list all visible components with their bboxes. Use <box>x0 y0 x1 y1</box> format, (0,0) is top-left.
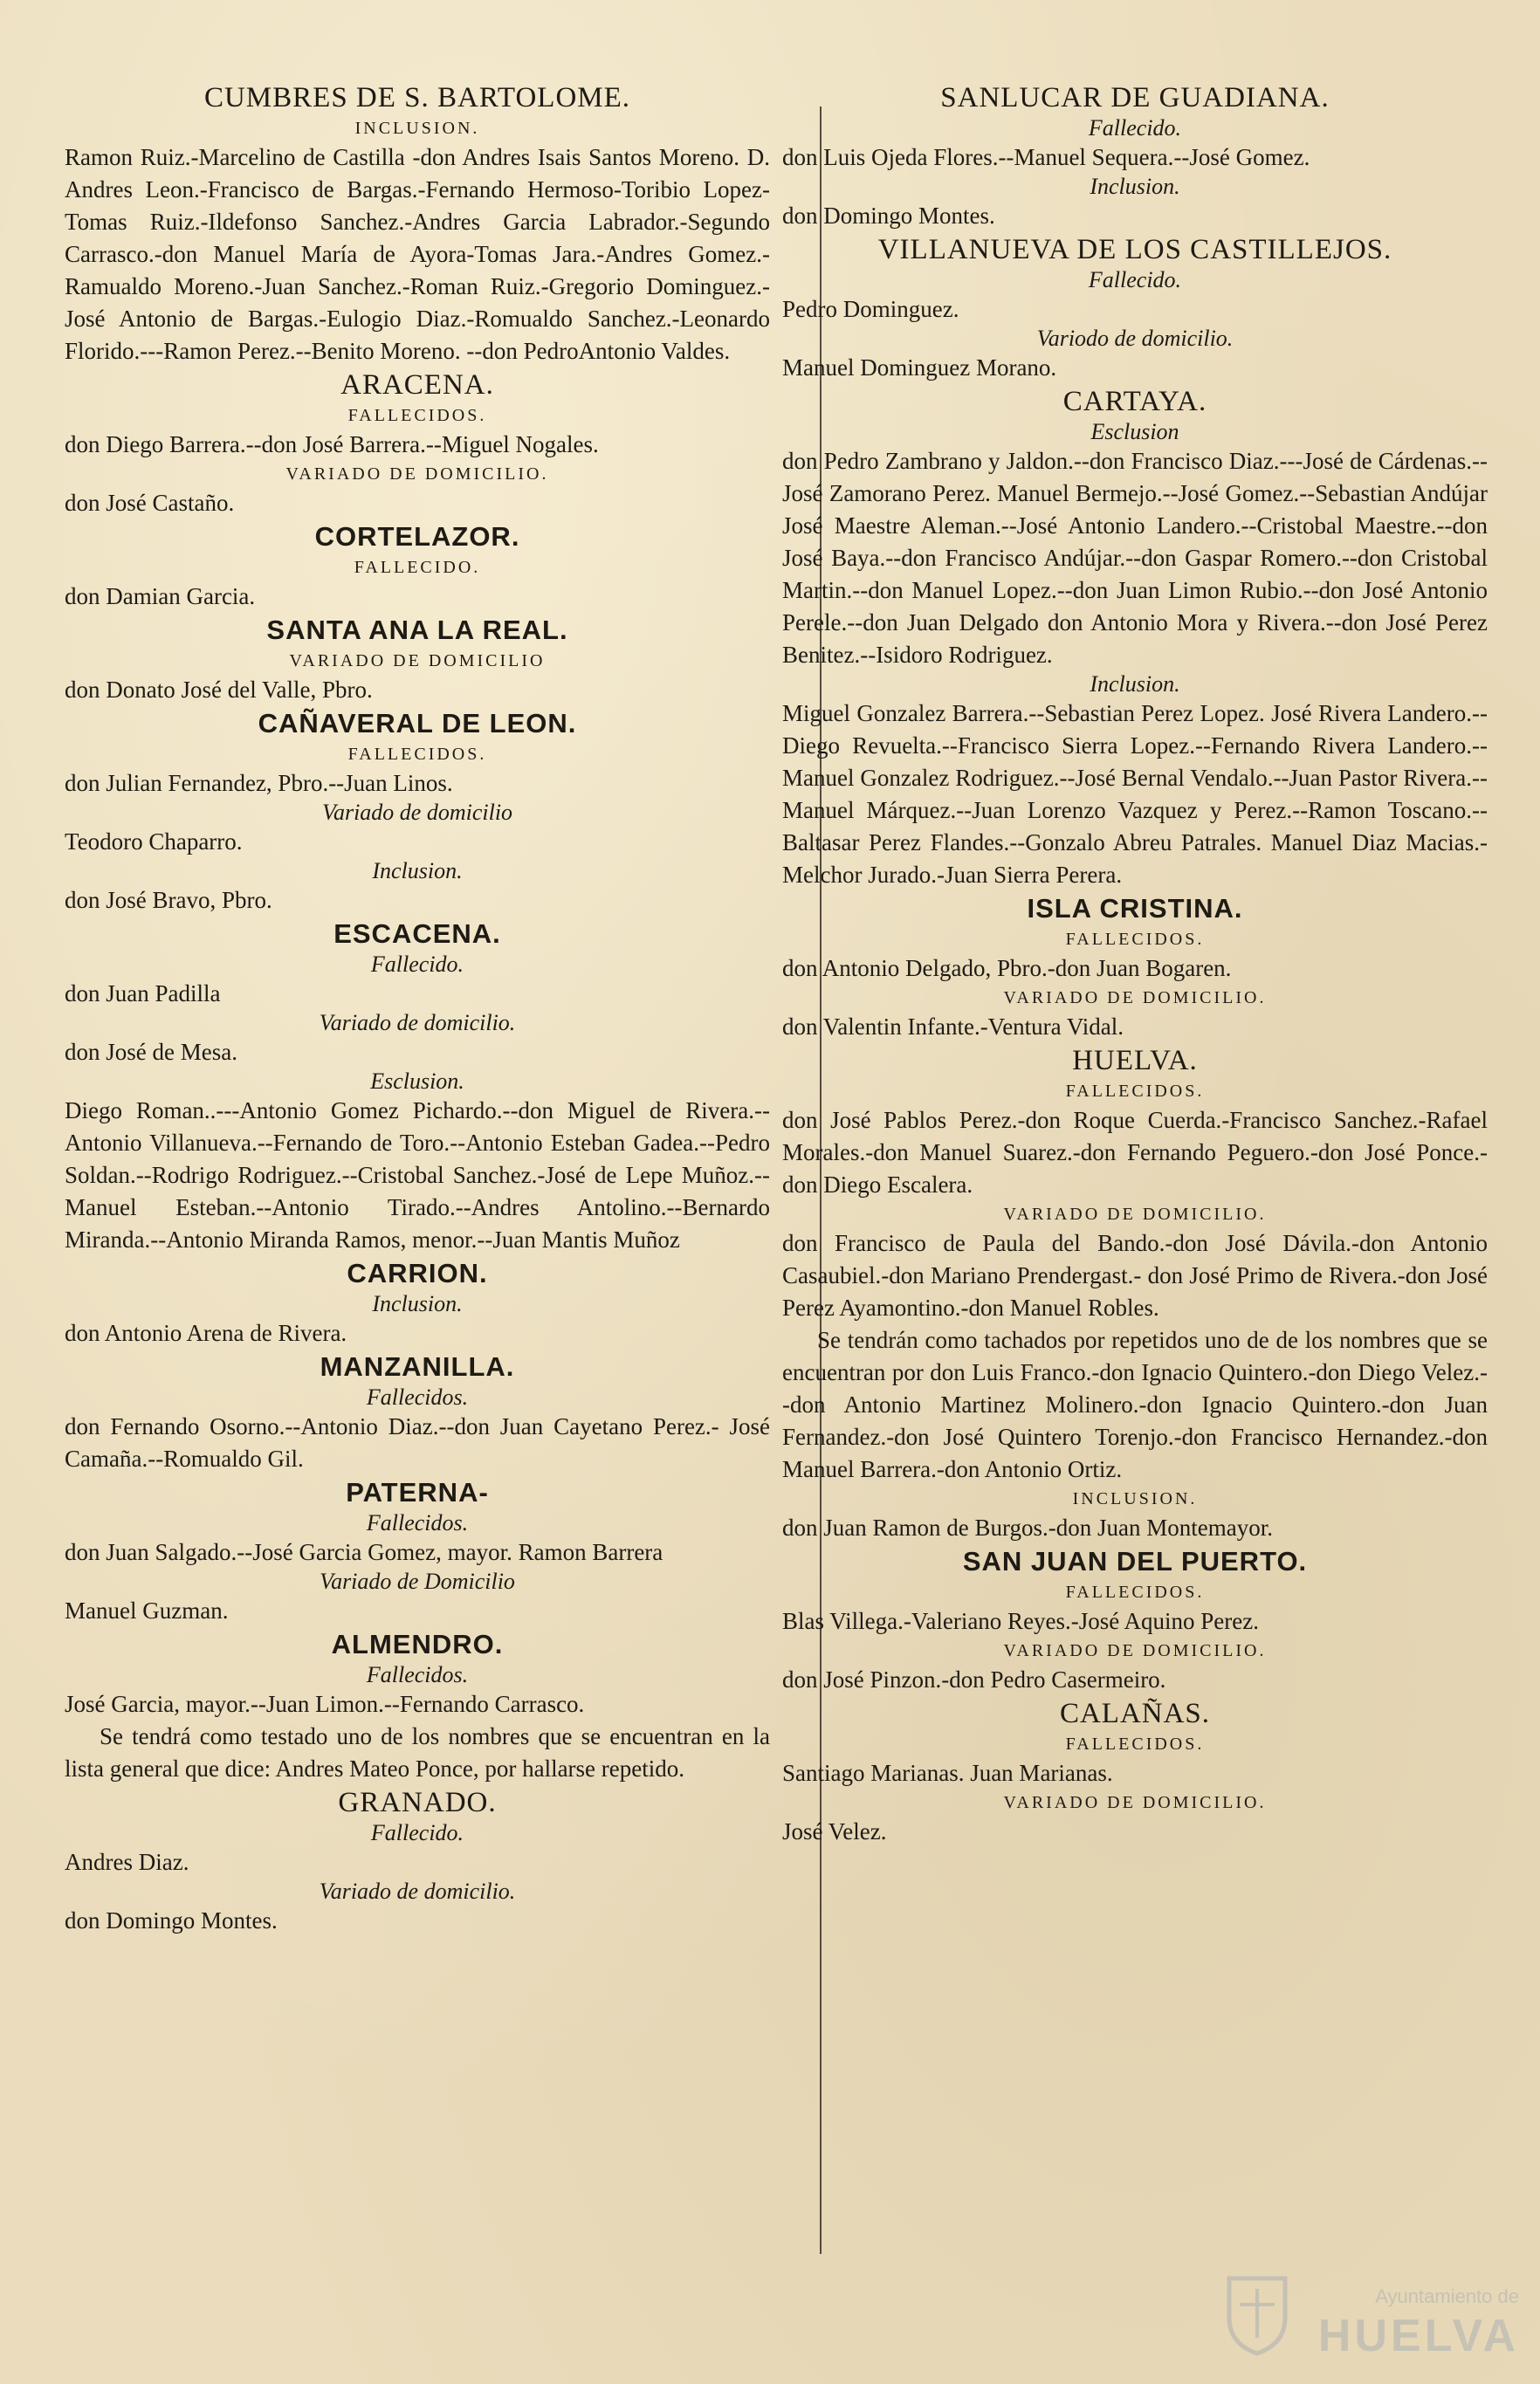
names-list: don Diego Barrera.--don José Barrera.--Miguel Nogales. <box>65 431 599 457</box>
section-heading: CARTAYA. <box>1062 386 1207 417</box>
subsection-label: FALLECIDOS. <box>1065 1583 1205 1602</box>
names-list: don Francisco de Paula del Bando.-don José Dávila.-don Antonio Casaubiel.-don Mariano Prendergast.- don José Primo de Rivera.-don José Perez Ayamontino.-don Manuel Robles. <box>782 1230 1488 1321</box>
subsection-label: Fallecido. <box>370 952 464 977</box>
names-list: don Juan Ramon de Burgos.-don Juan Montemayor. <box>782 1515 1273 1541</box>
names-list: don Julian Fernandez, Pbro.--Juan Linos. <box>65 770 453 796</box>
section-heading: CUMBRES DE S. BARTOLOME. <box>203 82 631 113</box>
names-list: don Domingo Montes. <box>65 1907 278 1934</box>
section-heading: ALMENDRO. <box>331 1629 504 1659</box>
subsection-label: VARIADO DE DOMICILIO <box>289 651 546 670</box>
left-column <box>59 80 775 2350</box>
names-list: don Valentin Infante.-Ventura Vidal. <box>782 1013 1124 1040</box>
subsection-label: Esclusion <box>1090 419 1179 444</box>
names-list: don José Pinzon.-don Pedro Casermeiro. <box>782 1666 1166 1693</box>
names-list: don José Bravo, Pbro. <box>65 887 272 913</box>
names-list: Ramon Ruiz.-Marcelino de Castilla -don Andres Isais Santos Moreno. D. Andres Leon.-Francisco de Bargas.-Fernando Hermoso-Toribio Lopez-Tomas Ruiz.-Ildefonso Sanchez.-Andres Garcia Labrador.-Segundo Carrasco.-don Manuel María de Ayora-Tomas Jara.-Andres Gomez.-Ramualdo Moreno.-Juan Sanchez.-Roman Ruiz.-Gregorio Dominguez.-José Antonio de Bargas.-Eulogio Diaz.-Romualdo Sanchez.-Leonardo Florido.---Ramon Perez.--Benito Moreno. --don PedroAntonio Valdes. <box>65 144 770 364</box>
names-list: Miguel Gonzalez Barrera.--Sebastian Perez Lopez. José Rivera Landero.--Diego Revuelta.--Francisco Sierra Lopez.--Fernando Rivera Landero.--Manuel Gonzalez Rodriguez.--José Bernal Vendalo.--Juan Pastor Rivera.--Manuel Márquez.--Juan Lorenzo Vazquez y Perez.--Ramon Toscano.--Baltasar Perez Flandes.--Gonzalo Abreu Patrales. Manuel Diaz Macias.-Melchor Jurado.-Juan Sierra Perera. <box>782 700 1488 888</box>
coat-of-arms-icon <box>1222 2270 1292 2357</box>
section-heading: SAN JUAN DEL PUERTO. <box>962 1546 1308 1577</box>
names-list: Manuel Guzman. <box>65 1597 229 1624</box>
names-list: don Domingo Montes. <box>782 203 995 229</box>
names-list: don Antonio Arena de Rivera. <box>65 1320 347 1346</box>
subsection-label: VARIADO DE DOMICILIO. <box>1003 1793 1267 1812</box>
names-list: don Damian Garcia. <box>65 583 256 609</box>
section-heading: GRANADO. <box>338 1787 497 1818</box>
names-list: Santiago Marianas. Juan Marianas. <box>782 1760 1113 1786</box>
subsection-label: INCLUSION. <box>1072 1489 1198 1508</box>
names-list: José Velez. <box>782 1818 887 1845</box>
section-heading: PATERNA- <box>346 1477 489 1508</box>
right-column <box>777 80 1493 2350</box>
subsection-label: VARIADO DE DOMICILIO. <box>1003 1641 1267 1660</box>
section-heading: CARRION. <box>347 1258 488 1288</box>
names-list: don Fernando Osorno.--Antonio Diaz.--don Juan Cayetano Perez.- José Camaña.--Romualdo Gil. <box>65 1413 770 1472</box>
subsection-label: Fallecido. <box>370 1820 464 1845</box>
names-list: don Pedro Zambrano y Jaldon.--don Francisco Diaz.---José de Cárdenas.--José Zamorano Perez. Manuel Bermejo.--José Gomez.--Sebastian Andújar José Maestre Aleman.--José Antonio Landero.--Cristobal Maestre.--don José Baya.--don Francisco Andújar.--don Gaspar Romero.--don Cristobal Martin.--don Manuel Lopez.--don Juan Limon Rubio.--don José Antonio Perele.--don Juan Delgado don Antonio Mora y Rivera.--don José Perez Benitez.--Isidoro Rodriguez. <box>782 448 1488 668</box>
names-list: don Donato José del Valle, Pbro. <box>65 677 373 703</box>
subsection-label: FALLECIDOS. <box>1065 1735 1205 1754</box>
subsection-label: Fallecido. <box>1088 267 1182 292</box>
subsection-label: FALLECIDOS. <box>347 745 487 764</box>
names-list: Blas Villega.-Valeriano Reyes.-José Aquino Perez. <box>782 1608 1259 1634</box>
subsection-label: Fallecidos. <box>366 1662 469 1687</box>
subsection-label: VARIADO DE DOMICILIO. <box>285 464 549 484</box>
subsection-label: Inclusion. <box>372 1291 463 1316</box>
subsection-label: Variado de domicilio <box>321 800 513 825</box>
subsection-label: Fallecidos. <box>366 1384 469 1410</box>
section-heading: SANLUCAR DE GUADIANA. <box>940 82 1330 113</box>
subsection-label: Variado de domicilio. <box>319 1010 516 1035</box>
section-heading: ESCACENA. <box>333 918 501 949</box>
subsection-label: Variodo de domicilio. <box>1036 326 1234 351</box>
names-list: Teodoro Chaparro. <box>65 828 243 855</box>
subsection-label: FALLECIDOS. <box>1065 1082 1205 1101</box>
note-paragraph: Se tendrá como testado uno de los nombres que se encuentran en la lista general que dice: Andres Mateo Ponce, por hallarse repetido. <box>65 1723 770 1782</box>
names-list: Manuel Dominguez Morano. <box>782 354 1057 381</box>
names-list: don Antonio Delgado, Pbro.-don Juan Bogaren. <box>782 955 1232 981</box>
subsection-label: Inclusion. <box>372 858 463 883</box>
names-list: don José de Mesa. <box>65 1039 237 1065</box>
subsection-label: Variado de Domicilio <box>320 1569 515 1594</box>
names-list: Andres Diaz. <box>65 1849 189 1875</box>
names-list: don José Castaño. <box>65 490 235 516</box>
names-list: don Juan Padilla <box>65 980 221 1007</box>
names-list: don Luis Ojeda Flores.--Manuel Sequera.--José Gomez. <box>782 144 1310 170</box>
names-list: Pedro Dominguez. <box>782 296 959 322</box>
subsection-label: Inclusion. <box>1090 671 1180 697</box>
names-list: don Juan Salgado.--José Garcia Gomez, mayor. Ramon Barrera <box>65 1539 663 1565</box>
section-heading: HUELVA. <box>1072 1045 1198 1076</box>
names-list: José Garcia, mayor.--Juan Limon.--Fernando Carrasco. <box>65 1691 585 1717</box>
subsection-label: Esclusion. <box>370 1068 464 1094</box>
names-list: Diego Roman..---Antonio Gomez Pichardo.--don Miguel de Rivera.--Antonio Villanueva.--Fernando de Toro.--Antonio Esteban Gadea.--Pedro Soldan.--Rodrigo Rodriguez.--Cristobal Sanchez.-José de Lepe Muñoz.--Manuel Esteban.--Antonio Tirado.--Andres Antolino.--Bernardo Miranda.--Antonio Miranda Ramos, menor.--Juan Mantis Muñoz <box>65 1097 770 1253</box>
section-heading: MANZANILLA. <box>320 1351 515 1382</box>
subsection-label: FALLECIDOS. <box>347 406 487 425</box>
subsection-label: Fallecido. <box>1088 115 1182 141</box>
subsection-label: FALLECIDO. <box>354 558 481 577</box>
names-list: don José Pablos Perez.-don Roque Cuerda.-Francisco Sanchez.-Rafael Morales.-don Manuel Suarez.-don Fernando Peguero.-don José Ponce.-don Diego Escalera. <box>782 1107 1488 1198</box>
section-heading: SANTA ANA LA REAL. <box>266 615 568 645</box>
archive-watermark <box>1222 2270 1519 2366</box>
subsection-label: INCLUSION. <box>354 119 480 138</box>
subsection-label: VARIADO DE DOMICILIO. <box>1003 988 1267 1007</box>
section-heading: CORTELAZOR. <box>314 521 520 552</box>
section-heading: CAÑAVERAL DE LEON. <box>258 708 577 739</box>
section-heading: ISLA CRISTINA. <box>1027 893 1243 924</box>
subsection-label: Fallecidos. <box>366 1510 469 1536</box>
note-paragraph: Se tendrán como tachados por repetidos uno de de los nombres que se encuentran por don Luis Franco.-don Ignacio Quintero.-don Diego Velez.--don Antonio Martinez Molinero.-don Ignacio Quintero.-don Juan Fernandez.-don José Quintero Torenjo.-don Francisco Hernandez.-don Manuel Barrera.-don Antonio Ortiz. <box>782 1327 1488 1482</box>
section-heading: VILLANUEVA DE LOS CASTILLEJOS. <box>877 234 1392 265</box>
section-heading: ARACENA. <box>340 369 494 401</box>
watermark-line2: HUELVA <box>1317 2311 1519 2361</box>
subsection-label: VARIADO DE DOMICILIO. <box>1003 1205 1267 1224</box>
subsection-label: FALLECIDOS. <box>1065 930 1205 949</box>
section-heading: CALAÑAS. <box>1059 1698 1211 1729</box>
subsection-label: Variado de domicilio. <box>319 1879 516 1904</box>
subsection-label: Inclusion. <box>1090 174 1180 199</box>
watermark-line1: Ayuntamiento de <box>1375 2285 1519 2307</box>
